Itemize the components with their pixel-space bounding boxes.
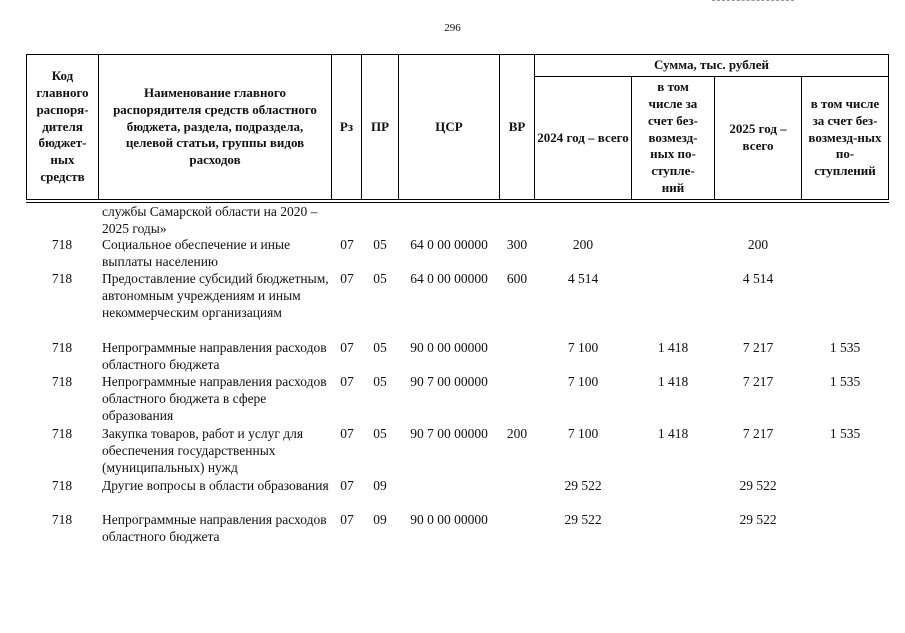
row-csr: 90 7 00 00000 bbox=[410, 426, 488, 441]
row-pr: 05 bbox=[373, 374, 387, 389]
row-sum-2025: 7 217 bbox=[742, 374, 774, 389]
header-code: Код главного распоря-дителя бюджет-ных средств bbox=[26, 54, 99, 200]
row-sum-2024: 7 100 bbox=[567, 426, 599, 441]
row-name: службы Самарской области на 2020 – 2025 годы» bbox=[102, 204, 318, 236]
row-csr: 64 0 00 00000 bbox=[410, 271, 488, 286]
header-2025-total: 2025 год – всего bbox=[714, 76, 802, 200]
row-name: Непрограммные направления расходов областного бюджета bbox=[102, 512, 327, 544]
row-sum-2025: 4 514 bbox=[742, 271, 774, 286]
header-csr: ЦСР bbox=[398, 54, 500, 200]
scan-edge-mark bbox=[712, 0, 794, 1]
header-2024-total: 2024 год – всего bbox=[534, 76, 632, 200]
row-pr: 09 bbox=[373, 478, 387, 493]
row-free-2025: 1 535 bbox=[829, 340, 861, 355]
row-code: 718 bbox=[51, 478, 73, 493]
row-free-2024: 1 418 bbox=[657, 340, 689, 355]
row-pr: 05 bbox=[373, 340, 387, 355]
row-vr: 600 bbox=[506, 271, 528, 286]
row-sum-2024: 200 bbox=[572, 237, 594, 252]
header-sum: Сумма, тыс. рублей bbox=[534, 54, 889, 77]
row-rz: 07 bbox=[340, 271, 354, 286]
row-name: Непрограммные направления расходов областного бюджета bbox=[102, 340, 327, 372]
row-name: Непрограммные направления расходов областного бюджета в сфере образования bbox=[102, 374, 327, 423]
header-name: Наименование главного распорядителя средств областного бюджета, раздела, подраздела, целевой статьи, группы видов расходов bbox=[98, 54, 332, 200]
row-name: Закупка товаров, работ и услуг для обеспечения государственных (муниципальных) нужд bbox=[102, 426, 304, 475]
row-sum-2025: 7 217 bbox=[742, 426, 774, 441]
row-rz: 07 bbox=[340, 340, 354, 355]
row-vr: 300 bbox=[506, 237, 528, 252]
row-code: 718 bbox=[51, 426, 73, 441]
row-rz: 07 bbox=[340, 426, 354, 441]
header-rz: Рз bbox=[331, 54, 362, 200]
row-code: 718 bbox=[51, 271, 73, 286]
row-code: 718 bbox=[51, 512, 73, 527]
row-rz: 07 bbox=[340, 237, 354, 252]
row-sum-2025: 29 522 bbox=[739, 512, 777, 527]
row-free-2025: 1 535 bbox=[829, 374, 861, 389]
row-pr: 05 bbox=[373, 271, 387, 286]
row-code: 718 bbox=[51, 340, 73, 355]
row-pr: 05 bbox=[373, 237, 387, 252]
row-vr: 200 bbox=[506, 426, 528, 441]
row-rz: 07 bbox=[340, 478, 354, 493]
header-pr: ПР bbox=[361, 54, 399, 200]
row-sum-2024: 29 522 bbox=[564, 512, 602, 527]
page-number: 296 bbox=[444, 22, 461, 34]
row-free-2024: 1 418 bbox=[657, 374, 689, 389]
row-name: Другие вопросы в области образования bbox=[102, 478, 329, 493]
row-rz: 07 bbox=[340, 512, 354, 527]
row-code: 718 bbox=[51, 237, 73, 252]
row-free-2024: 1 418 bbox=[657, 426, 689, 441]
row-name: Социальное обеспечение и иные выплаты населению bbox=[102, 237, 291, 269]
header-2024-free: в том числе за счет без-возмезд-ных по-ступле-ний bbox=[631, 76, 715, 200]
row-rz: 07 bbox=[340, 374, 354, 389]
row-sum-2025: 200 bbox=[747, 237, 769, 252]
row-sum-2024: 4 514 bbox=[567, 271, 599, 286]
row-pr: 05 bbox=[373, 426, 387, 441]
row-pr: 09 bbox=[373, 512, 387, 527]
row-code: 718 bbox=[51, 374, 73, 389]
row-sum-2025: 7 217 bbox=[742, 340, 774, 355]
header-vr: ВР bbox=[499, 54, 535, 200]
header-2025-free: в том числе за счет без-возмезд-ных по-ступлений bbox=[801, 76, 889, 200]
row-csr: 90 0 00 00000 bbox=[410, 340, 488, 355]
row-free-2025: 1 535 bbox=[829, 426, 861, 441]
row-sum-2025: 29 522 bbox=[739, 478, 777, 493]
row-sum-2024: 7 100 bbox=[567, 340, 599, 355]
row-csr: 90 0 00 00000 bbox=[410, 512, 488, 527]
row-name: Предоставление субсидий бюджетным, автономным учреждениям и иным некоммерческим организациям bbox=[102, 271, 329, 320]
row-sum-2024: 7 100 bbox=[567, 374, 599, 389]
row-csr: 90 7 00 00000 bbox=[410, 374, 488, 389]
row-csr: 64 0 00 00000 bbox=[410, 237, 488, 252]
row-sum-2024: 29 522 bbox=[564, 478, 602, 493]
